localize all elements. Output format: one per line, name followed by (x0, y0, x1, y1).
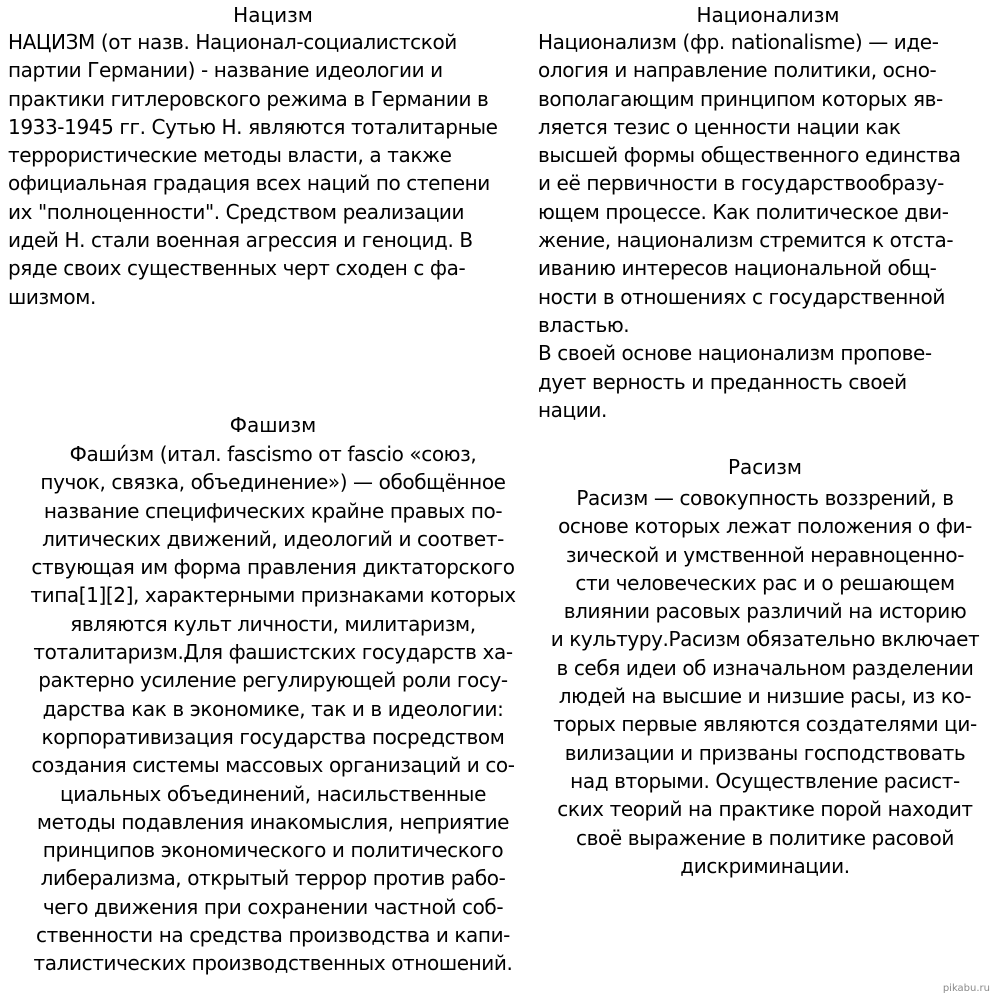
text-line: идей Н. стали военная агрессия и геноцид. В (8, 228, 473, 253)
nazism-title: Нацизм (233, 3, 313, 27)
text-line: ности в отношениях с государственной (538, 284, 945, 309)
watermark: pikabu.ru (942, 983, 990, 994)
text-line: основе которых лежат положения о фи- (558, 514, 972, 539)
text-line: вополагающим принципом которых яв- (538, 86, 943, 111)
text-line: циальных объединений, насильственные (60, 781, 486, 806)
text-line: типа[1][2], характерными признаками которых (30, 583, 516, 608)
text-line: над вторыми. Осуществление расист- (570, 768, 960, 793)
text-line: дует верность и преданность своей (538, 369, 907, 394)
text-line: шизмом. (8, 284, 96, 309)
text-line: ствующая им форма правления диктаторского (31, 555, 515, 580)
text-line: своё выражение в политике расовой (576, 825, 954, 850)
text-line: ряде своих существенных черт сходен с фа- (8, 256, 466, 281)
text-line: торых первые являются создателями ци- (553, 712, 977, 737)
text-line: НАЦИЗМ (от назв. Национал-социалистской (8, 30, 457, 54)
text-line: Национализм (фр. nationalisme) — иде- (538, 30, 939, 54)
text-line: официальная градация всех наций по степени (8, 171, 490, 196)
text-line: рактерно усиление регулирующей роли госу- (38, 668, 508, 693)
text-line: В своей основе национализм пропове- (538, 341, 932, 366)
nationalism-section (538, 4, 998, 424)
text-line: зической и умственной неравноценно- (565, 542, 965, 567)
text-line: дискриминации. (680, 853, 850, 878)
text-line: ющем процессе. Как политическое дви- (538, 199, 949, 224)
text-line: партии Германии) - название идеологии и (8, 58, 443, 83)
text-line: литических движений, идеологий и соответ- (42, 526, 504, 551)
nazism-text (8, 28, 538, 311)
text-line: и её первичности в государствообразу- (538, 171, 944, 196)
text-line: иванию интересов национальной общ- (538, 256, 937, 281)
text-line: в себя идеи об изначальном разделении (556, 655, 974, 680)
text-line: ственности на средства производства и капи- (35, 923, 510, 948)
text-line: тоталитаризм.Для фашистских государств ха- (33, 640, 513, 665)
text-line: ология и направление политики, осно- (538, 58, 937, 83)
nazism-section (8, 4, 538, 311)
text-line: пучок, связка, объединение») — обобщённое (40, 470, 506, 495)
text-line: либерализма, открытый террор против рабо- (40, 866, 506, 891)
text-line: нации. (538, 397, 607, 422)
text-line: влиянии расовых различий на историю (563, 599, 967, 624)
nationalism-text (538, 28, 998, 424)
text-line: высшей формы общественного единства (538, 143, 961, 168)
racism-section (530, 456, 1000, 880)
text-line: террористические методы власти, а также (8, 143, 452, 168)
text-line: являются культ личности, милитаризм, (70, 611, 476, 636)
racism-text (530, 484, 1000, 880)
text-line: создания системы массовых организаций и со- (31, 753, 515, 778)
text-line: 1933-1945 гг. Сутью Н. являются тоталитарные (8, 114, 498, 139)
text-line: талистических производственных отношений. (33, 951, 513, 976)
text-line: принципов экономического и политического (42, 838, 504, 863)
text-line: жение, национализм стремится к отста- (538, 228, 954, 253)
text-line: дарства как в экономике, так и в идеологии: (42, 696, 504, 721)
text-line: практики гитлеровского режима в Германии в (8, 86, 489, 111)
fascism-title: Фашизм (229, 413, 317, 437)
text-line: ляется тезис о ценности нации как (538, 114, 901, 139)
nationalism-title: Национализм (696, 3, 840, 27)
text-line: их "полноценности". Средством реализации (8, 199, 465, 224)
text-line: Расизм — совокупность воззрений, в (576, 486, 954, 510)
racism-title: Расизм (727, 455, 803, 479)
text-line: чего движения при сохранении частной соб- (42, 894, 504, 919)
text-line: сти человеческих рас и о решающем (575, 570, 955, 595)
text-line: методы подавления инакомыслия, неприятие (36, 809, 510, 834)
text-line: людей на высшие и низшие расы, из ко- (558, 684, 972, 709)
text-line: и культуру.Расизм обязательно включает (550, 627, 980, 652)
text-line: Фаши́зм (итал. fascismo от fascio «союз, (69, 442, 477, 466)
fascism-text (8, 440, 538, 978)
text-line: название специфических крайне правых по- (43, 498, 503, 523)
fascism-section (8, 414, 538, 978)
text-line: властью. (538, 312, 630, 337)
text-line: корпоративизация государства посредством (41, 724, 505, 749)
text-line: вилизации и призваны господствовать (564, 740, 966, 765)
text-line: ских теорий на практике порой находит (557, 797, 973, 822)
